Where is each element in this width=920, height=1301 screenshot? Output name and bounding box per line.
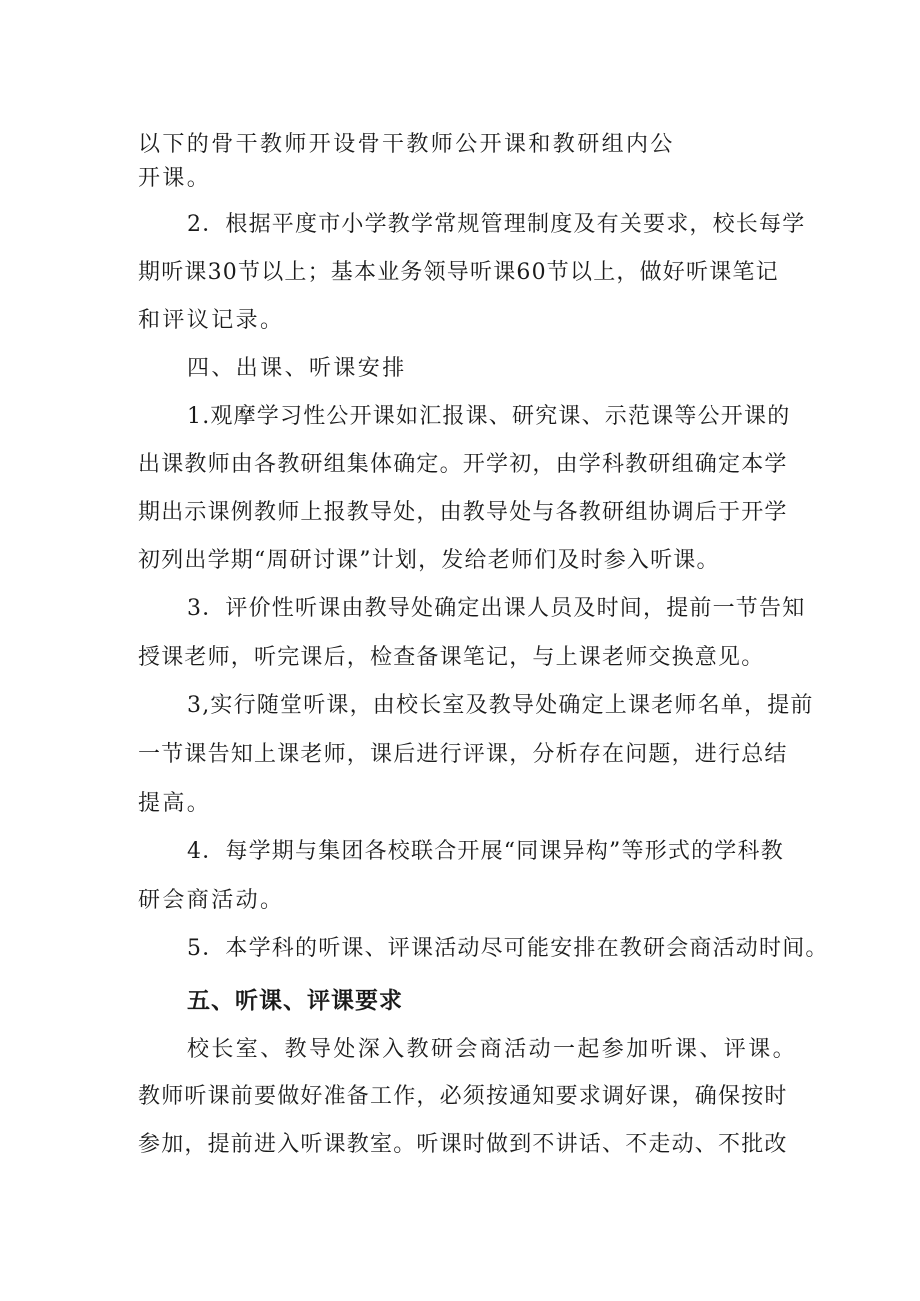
- list-item-4-line: 4．每学期与集团各校联合开展“同课异构”等形式的学科教: [187, 839, 784, 864]
- paragraph-line: 初列出学期“周研讨课”计划，发给老师们及时参入听课。: [138, 548, 720, 573]
- paragraph-line: 提高。: [138, 791, 212, 816]
- paragraph-line: 开课。: [138, 166, 212, 191]
- paragraph-line: 期出示课例教师上报教导处，由教导处与各教研组协调后于开学: [138, 500, 788, 525]
- paragraph-line: 和评议记录。: [138, 308, 285, 333]
- list-item-5-line: 5．本学科的听课、评课活动尽可能安排在教研会商活动时间。: [187, 936, 829, 961]
- paragraph-line: 校长室、教导处深入教研会商活动一起参加听课、评课。: [187, 1037, 798, 1062]
- paragraph-line: 研会商活动。: [138, 888, 285, 913]
- paragraph-line: 参加，提前进入听课教室。听课时做到不讲话、不走动、不批改: [138, 1132, 788, 1157]
- list-item-3-line: 3．评价性听课由教导处确定出课人员及时间，提前一节告知: [187, 596, 806, 621]
- paragraph-line: 出课教师由各教研组集体确定。开学初，由学科教研组确定本学: [138, 452, 788, 477]
- list-item-2-line: 2．根据平度市小学教学常规管理制度及有关要求，校长每学: [187, 212, 806, 237]
- section-heading-5: 五、听课、评课要求: [187, 988, 403, 1014]
- paragraph-line: 教师听课前要做好准备工作，必须按通知要求调好课，确保按时: [138, 1084, 788, 1109]
- paragraph-line: 一节课告知上课老师，课后进行评课，分析存在问题，进行总结: [138, 742, 788, 767]
- list-item-3b-line: 3,实行随堂听课，由校长室及教导处确定上课老师名单，提前: [187, 693, 814, 718]
- paragraph-line: 期听课30节以上；基本业务领导听课60节以上，做好听课笔记: [138, 260, 779, 285]
- section-heading-4: 四、出课、听课安排: [187, 356, 407, 381]
- paragraph-line: 以下的骨干教师开设骨干教师公开课和教研组内公: [138, 132, 675, 157]
- paragraph-line: 授课老师，听完课后，检查备课笔记，与上课老师交换意见。: [138, 645, 765, 670]
- list-item-1-line: 1.观摩学习性公开课如汇报课、研究课、示范课等公开课的: [187, 404, 791, 429]
